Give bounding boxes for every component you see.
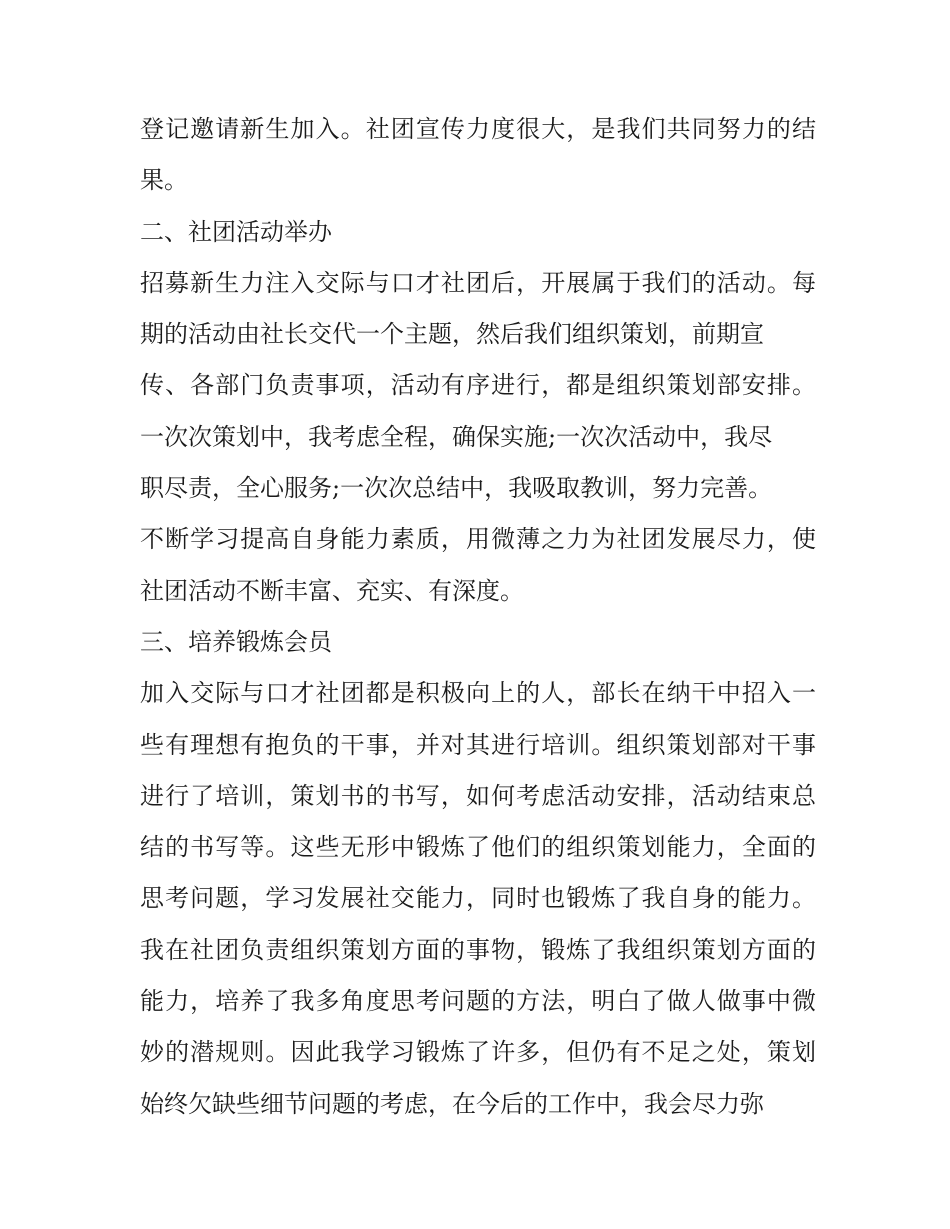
- text-line: 一次次策划中，我考虑全程，确保实施;一次次活动中，我尽: [140, 422, 773, 451]
- text-line: 登记邀请新生加入。社团宣传力度很大，是我们共同努力的结: [140, 115, 816, 143]
- text-line: 传、各部门负责事项，活动有序进行，都是组织策划部安排。: [140, 371, 816, 400]
- text-line: 招募新生力注入交际与口才社团后，开展属于我们的活动。每: [140, 268, 816, 297]
- document-body: [140, 104, 816, 1130]
- text-line: 妙的潜规则。因此我学习锻炼了许多，但仍有不足之处，策划: [140, 1038, 816, 1067]
- text-line: 能力，培养了我多角度思考问题的方法，明白了做人做事中微: [140, 987, 816, 1016]
- text-line: 社团活动不断丰富、充实、有深度。: [140, 576, 524, 605]
- text-line: 进行了培训，策划书的书写，如何考虑活动安排，活动结束总: [140, 781, 816, 810]
- text-line: 始终欠缺些细节问题的考虑，在今后的工作中，我会尽力弥: [140, 1089, 764, 1118]
- text-line: 职尽责，全心服务;一次次总结中，我吸取教训，努力完善。: [140, 474, 773, 503]
- text-line: 加入交际与口才社团都是积极向上的人，部长在纳干中招入一: [140, 679, 816, 708]
- section-heading: 二、社团活动举办: [140, 217, 332, 246]
- section-heading: 三、培养锻炼会员: [140, 627, 332, 656]
- text-line: 思考问题，学习发展社交能力，同时也锻炼了我自身的能力。: [140, 884, 816, 913]
- text-line: 果。: [140, 166, 188, 195]
- text-line: 不断学习提高自身能力素质，用微薄之力为社团发展尽力，使: [140, 525, 816, 554]
- text-line: 结的书写等。这些无形中锻炼了他们的组织策划能力，全面的: [140, 833, 816, 862]
- text-line: 我在社团负责组织策划方面的事物，锻炼了我组织策划方面的: [140, 935, 816, 964]
- text-line: 期的活动由社长交代一个主题，然后我们组织策划，前期宣: [140, 320, 764, 349]
- text-line: 些有理想有抱负的干事，并对其进行培训。组织策划部对干事: [140, 730, 816, 759]
